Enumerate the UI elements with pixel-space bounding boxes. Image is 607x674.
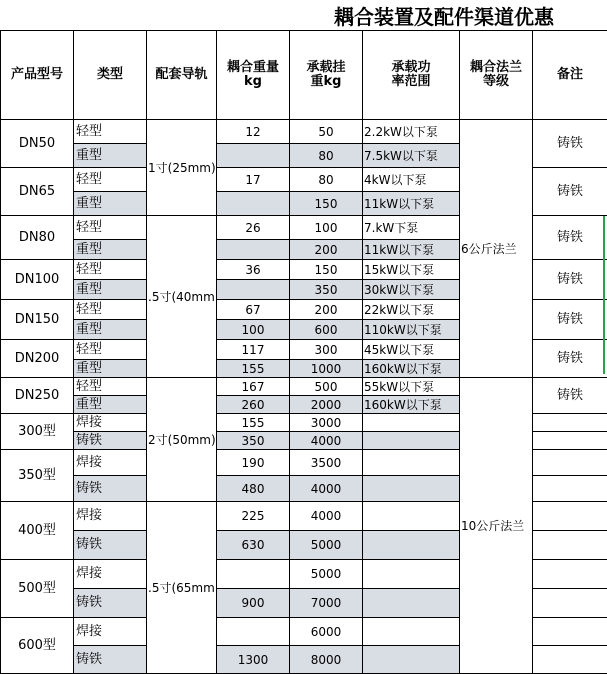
power-range-cell: 160kW以下泵 [363,360,460,378]
coupling-weight-cell [217,144,290,168]
load-weight-cell: 300 [290,340,363,360]
load-weight-cell: 7000 [290,589,363,618]
load-weight-cell: 350 [290,280,363,300]
table-row [1,378,607,396]
load-weight-cell: 6000 [290,618,363,646]
power-range-cell [363,646,460,674]
remark-cell: 铸铁 [533,216,607,260]
coupling-weight-cell: 100 [217,320,290,340]
type-cell: 铸铁 [74,432,147,450]
coupling-weight-cell [217,240,290,260]
header-remark: 备注 [533,31,607,120]
coupling-weight-cell: 117 [217,340,290,360]
coupling-weight-cell: 630 [217,531,290,560]
type-cell: 重型 [74,360,147,378]
load-weight-cell: 4000 [290,476,363,502]
type-cell: 焊接 [74,560,147,589]
coupling-weight-cell: 12 [217,120,290,144]
power-range-cell: 30kW以下泵 [363,280,460,300]
power-range-cell [363,560,460,589]
coupling-weight-cell: 26 [217,216,290,240]
model-cell: 400型 [1,502,74,560]
model-cell: 500型 [1,560,74,618]
remark-cell: 铸铁 [533,168,607,216]
load-weight-cell: 150 [290,260,363,280]
model-cell: DN200 [1,340,74,378]
coupling-weight-cell: 350 [217,432,290,450]
load-weight-cell: 3500 [290,450,363,476]
load-weight-cell: 100 [290,216,363,240]
type-cell: 轻型 [74,168,147,192]
remark-cell-empty [533,432,607,450]
power-range-cell: 45kW以下泵 [363,340,460,360]
coupling-weight-cell: 167 [217,378,290,396]
type-cell: 重型 [74,192,147,216]
model-cell: 300型 [1,414,74,450]
coupling-weight-cell: 36 [217,260,290,280]
rail-cell: .5寸(65mm [147,502,217,674]
type-cell: 轻型 [74,120,147,144]
coupling-weight-cell: 155 [217,414,290,432]
coupling-weight-cell: 900 [217,589,290,618]
type-cell: 焊接 [74,618,147,646]
header-model: 产品型号 [1,31,74,120]
load-weight-cell: 80 [290,168,363,192]
coupling-weight-cell [217,618,290,646]
power-range-cell: 7.5kW以下泵 [363,144,460,168]
flange-grade-cell: 6公斤法兰 [460,120,533,378]
power-range-cell: 22kW以下泵 [363,300,460,320]
remark-cell: 铸铁 [533,300,607,340]
coupling-weight-cell: 17 [217,168,290,192]
power-range-cell: 7.kW下泵 [363,216,460,240]
coupling-weight-cell: 155 [217,360,290,378]
power-range-cell [363,450,460,476]
type-cell: 轻型 [74,300,147,320]
load-weight-cell: 50 [290,120,363,144]
model-cell: DN100 [1,260,74,300]
type-cell: 轻型 [74,340,147,360]
model-cell: DN80 [1,216,74,260]
load-weight-cell: 500 [290,378,363,396]
remark-cell-empty [533,618,607,646]
rail-cell: 2寸(50mm) [147,378,217,502]
power-range-cell: 55kW以下泵 [363,378,460,396]
remark-cell-empty [533,414,607,432]
remark-cell: 铸铁 [533,340,607,378]
load-weight-cell: 1000 [290,360,363,378]
coupling-weight-cell: 225 [217,502,290,531]
power-range-cell [363,502,460,531]
power-range-cell: 11kW以下泵 [363,240,460,260]
type-cell: 重型 [74,320,147,340]
model-cell: DN50 [1,120,74,168]
type-cell: 焊接 [74,502,147,531]
header-rail: 配套导轨 [147,31,217,120]
model-cell: DN150 [1,300,74,340]
table-row [1,120,607,144]
model-cell: DN250 [1,378,74,414]
load-weight-cell: 200 [290,240,363,260]
load-weight-cell: 200 [290,300,363,320]
coupling-weight-cell: 480 [217,476,290,502]
power-range-cell [363,618,460,646]
remark-cell-empty [533,450,607,476]
coupling-weight-cell [217,560,290,589]
type-cell: 重型 [74,240,147,260]
remark-cell-empty [533,589,607,618]
load-weight-cell: 4000 [290,432,363,450]
load-weight-cell: 150 [290,192,363,216]
model-cell: 350型 [1,450,74,502]
coupling-weight-cell: 67 [217,300,290,320]
header-type: 类型 [74,31,147,120]
type-cell: 铸铁 [74,531,147,560]
header-coupling-weight: 耦合重量 kg [217,31,290,120]
remark-cell-empty [533,476,607,502]
type-cell: 重型 [74,396,147,414]
load-weight-cell: 2000 [290,396,363,414]
load-weight-cell: 5000 [290,531,363,560]
type-cell: 焊接 [74,414,147,432]
power-range-cell: 160kW以下泵 [363,396,460,414]
type-cell: 铸铁 [74,476,147,502]
coupling-weight-cell: 260 [217,396,290,414]
header-row [1,31,607,120]
load-weight-cell: 5000 [290,560,363,589]
type-cell: 轻型 [74,378,147,396]
model-cell: 600型 [1,618,74,674]
sheet-title: 耦合装置及配件渠道优惠 [300,2,607,32]
coupling-weight-cell [217,280,290,300]
type-cell: 轻型 [74,260,147,280]
power-range-cell [363,531,460,560]
header-flange-grade: 耦合法兰 等级 [460,31,533,120]
price-table [0,30,607,674]
header-power-range: 承载功 率范围 [363,31,460,120]
power-range-cell: 4kW以下泵 [363,168,460,192]
type-cell: 轻型 [74,216,147,240]
remark-cell: 铸铁 [533,120,607,168]
power-range-cell [363,589,460,618]
type-cell: 重型 [74,144,147,168]
load-weight-cell: 4000 [290,502,363,531]
type-cell: 重型 [74,280,147,300]
remark-cell-empty [533,646,607,674]
type-cell: 铸铁 [74,646,147,674]
flange-grade-cell: 10公斤法兰 [460,378,533,674]
selection-edge-marker [603,216,605,374]
load-weight-cell: 3000 [290,414,363,432]
type-cell: 铸铁 [74,589,147,618]
power-range-cell [363,476,460,502]
power-range-cell: 15kW以下泵 [363,260,460,280]
coupling-weight-cell [217,192,290,216]
power-range-cell [363,432,460,450]
remark-cell: 铸铁 [533,378,607,414]
power-range-cell: 11kW以下泵 [363,192,460,216]
remark-cell: 铸铁 [533,260,607,300]
type-cell: 焊接 [74,450,147,476]
load-weight-cell: 8000 [290,646,363,674]
remark-cell-empty [533,531,607,560]
load-weight-cell: 600 [290,320,363,340]
coupling-weight-cell: 1300 [217,646,290,674]
header-load-weight: 承载挂 重kg [290,31,363,120]
load-weight-cell: 80 [290,144,363,168]
power-range-cell: 110kW以下泵 [363,320,460,340]
power-range-cell [363,414,460,432]
coupling-weight-cell: 190 [217,450,290,476]
power-range-cell: 2.2kW以下泵 [363,120,460,144]
model-cell: DN65 [1,168,74,216]
rail-cell: 1寸(25mm) [147,120,217,216]
rail-cell: .5寸(40mm [147,216,217,378]
remark-cell-empty [533,502,607,531]
remark-cell-empty [533,560,607,589]
